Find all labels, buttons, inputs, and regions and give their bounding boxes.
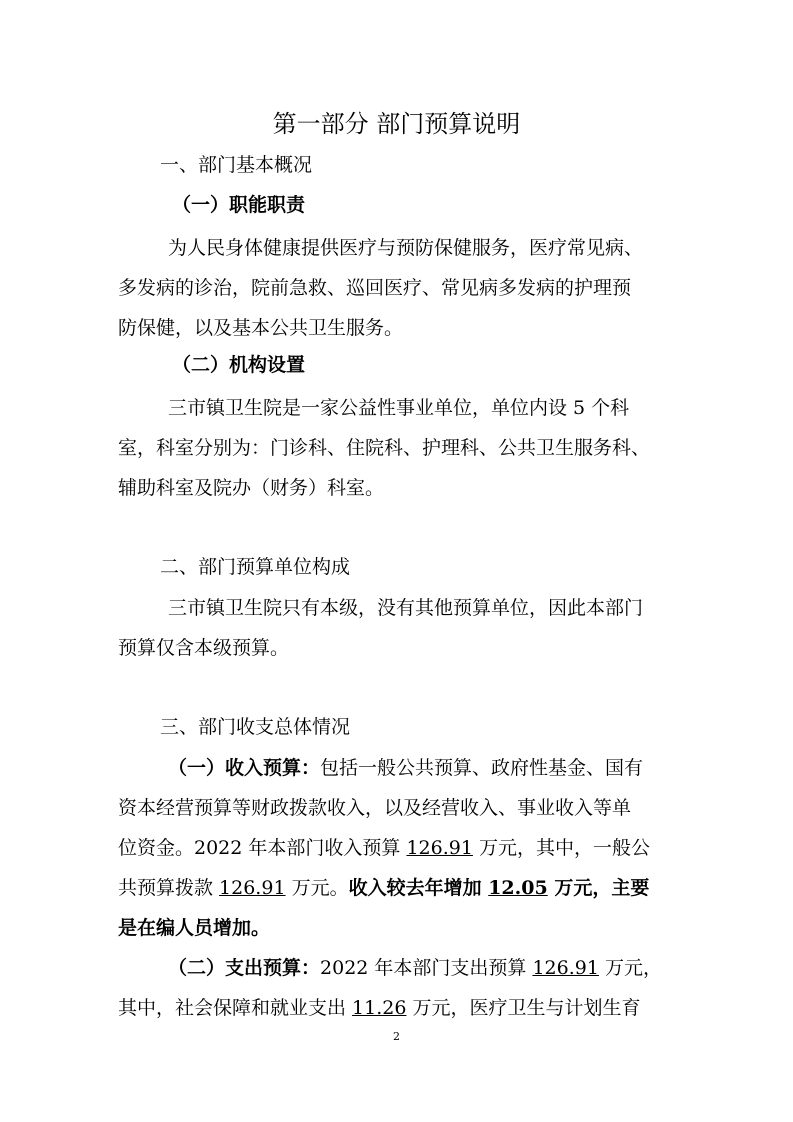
text: 万元，主要	[547, 877, 650, 899]
paragraph-line: 预算仅含本级预算。	[118, 637, 290, 659]
paragraph-line: 辅助科室及院办（财务）科室。	[118, 477, 385, 499]
text: 万元，其中，一般公	[472, 837, 650, 859]
text: 万元，	[598, 957, 662, 979]
page-number: 2	[393, 1030, 400, 1043]
income-line-3	[118, 833, 650, 860]
text: 万元。	[285, 877, 349, 899]
public-budget-value: 126.91	[219, 877, 286, 899]
income-line-4	[118, 873, 649, 900]
income-label: （一）收入预算：	[168, 757, 321, 779]
income-line-5: 是在编人员增加。	[118, 917, 271, 939]
expense-budget-value: 126.91	[532, 957, 599, 979]
section-heading-1: 一、部门基本概况	[160, 154, 313, 176]
income-line-1	[168, 753, 643, 780]
paragraph-line: 室，科室分别为：门诊科、住院科、护理科、公共卫生服务科、	[118, 437, 651, 459]
expense-line-1	[168, 953, 662, 980]
increase-value: 12.05	[488, 877, 548, 899]
paragraph-line: 防保健，以及基本公共卫生服务。	[118, 317, 404, 339]
subheading-functions: （一）职能职责	[172, 194, 306, 216]
social-security-value: 11.26	[352, 997, 407, 1019]
paragraph-line: 多发病的诊治，院前急救、巡回医疗、常见病多发病的护理预	[118, 277, 632, 299]
expense-line-2	[118, 993, 641, 1020]
text: 收入较去年增加	[348, 877, 489, 899]
text: 2022 年本部门支出预算	[320, 957, 533, 979]
text: 位资金。2022 年本部门收入预算	[118, 837, 407, 859]
text: 共预算拨款	[118, 877, 220, 899]
text: 万元，医疗卫生与计划生育	[406, 997, 641, 1019]
section-heading-2: 二、部门预算单位构成	[160, 556, 351, 578]
paragraph-line: 三市镇卫生院只有本级，没有其他预算单位，因此本部门	[168, 597, 644, 619]
income-line-2: 资本经营预算等财政拨款收入，以及经营收入、事业收入等单	[118, 797, 632, 819]
text: 其中，社会保障和就业支出	[118, 997, 353, 1019]
income-budget-value: 126.91	[406, 837, 473, 859]
section-heading-3: 三、部门收支总体情况	[160, 716, 351, 738]
text: 包括一般公共预算、政府性基金、国有	[320, 757, 644, 779]
page-title: 第一部分 部门预算说明	[272, 110, 521, 138]
subheading-structure: （二）机构设置	[172, 354, 306, 376]
paragraph-line: 三市镇卫生院是一家公益性事业单位，单位内设 5 个科	[168, 397, 630, 419]
paragraph-line: 为人民身体健康提供医疗与预防保健服务，医疗常见病、	[168, 237, 644, 259]
expense-label: （二）支出预算：	[168, 957, 321, 979]
